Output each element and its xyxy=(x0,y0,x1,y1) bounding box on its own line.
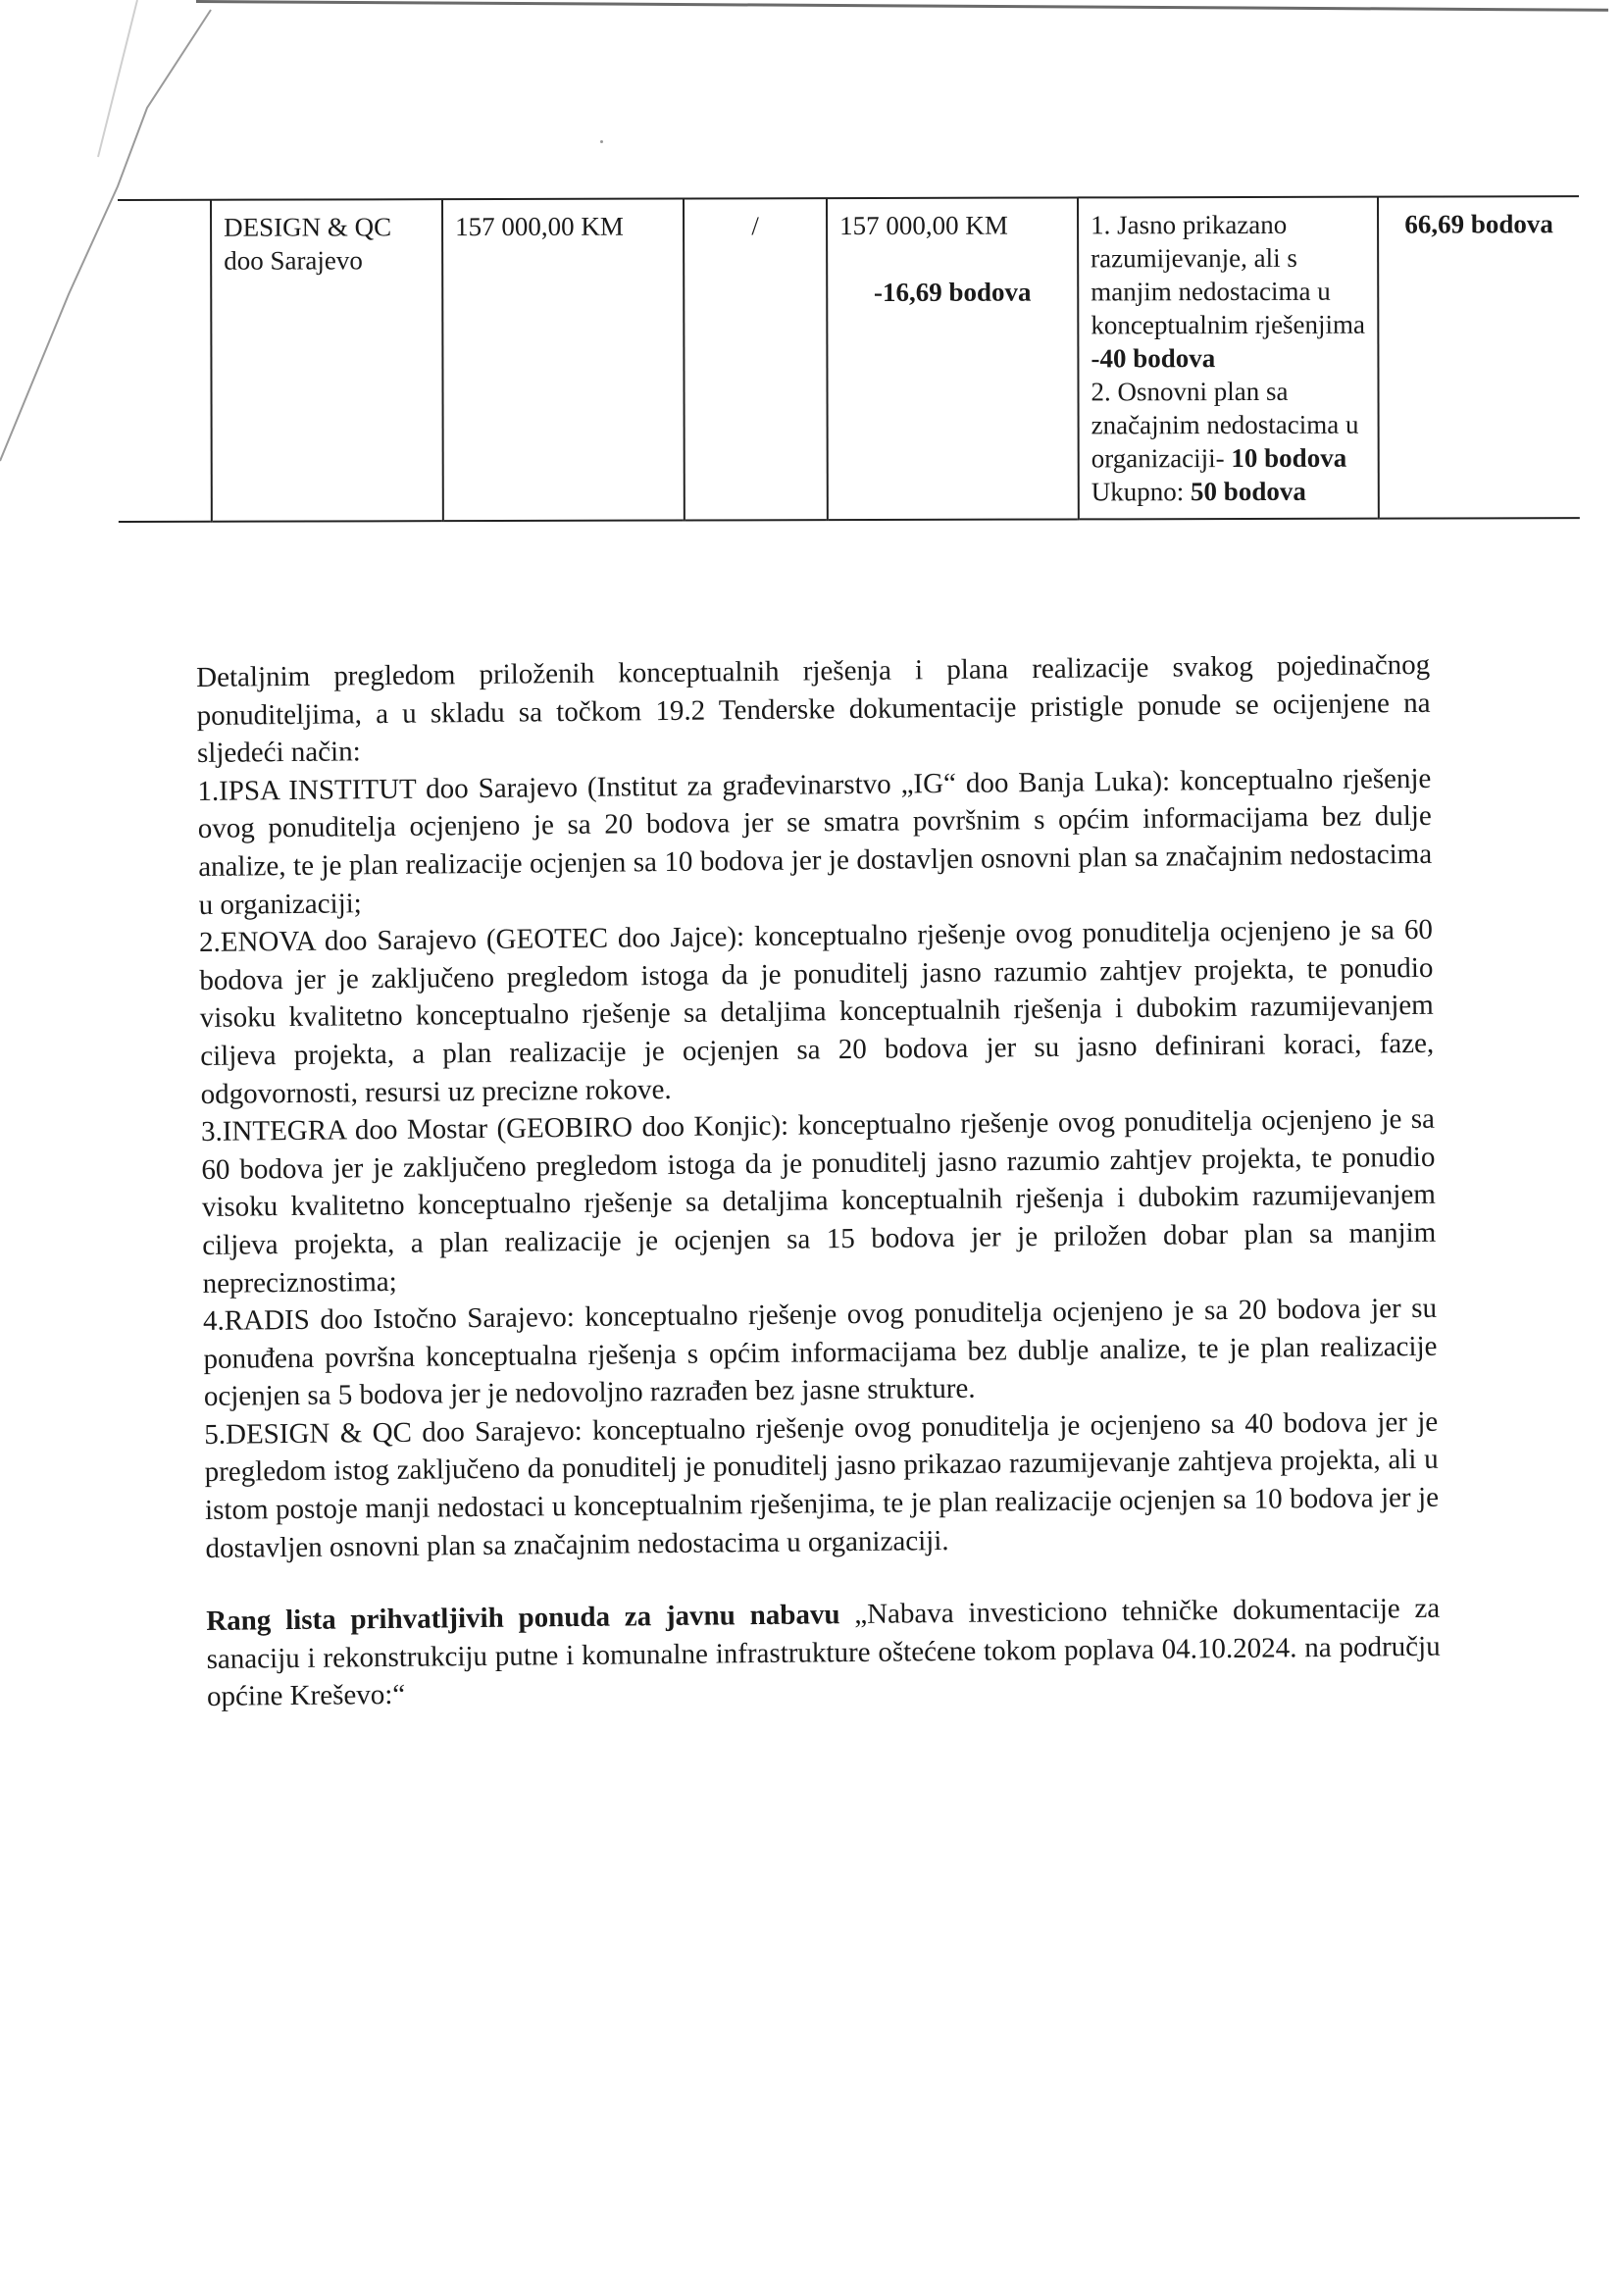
intro-paragraph: Detaljnim pregledom priloženih konceptualnih rješenja i plana realizacije svakog pojedinačnog ponuditeljima, a u skladu sa točkom 19.2 Tenderske dokumentacije pristigle ponude se ocijenjene na sljedeći način: xyxy=(196,648,1431,770)
scan-top-edge xyxy=(196,0,1608,25)
quality-total-label: Ukupno: xyxy=(1091,477,1185,507)
evaluation-item-5: 5.DESIGN & QC doo Sarajevo: konceptualno rješenje ovog ponuditelja je ocjenjeno sa 40 bodova jer je pregledom istog zaključeno da ponuditelj je ponuditelj jasno prikazao razumijevanje zahtjeva projekta, ali u istom postoje manji nedostaci u konceptualnim rješenjima, te je plan realizacije ocjenjen sa 10 bodova jer je dostavljen osnovni plan sa značajnim nedostacima u organizaciji. xyxy=(204,1405,1440,1564)
quality-item-2: 2. Osnovni plan sa značajnim nedostacima u organizaciji- xyxy=(1091,376,1359,474)
bid-price-cell xyxy=(442,198,685,521)
table-row xyxy=(118,196,1580,522)
table-edge-cell xyxy=(118,200,212,522)
total-price-cell xyxy=(827,197,1079,520)
rank-list-title: Rang lista prihvatljivih ponuda za javnu nabavu xyxy=(206,1599,840,1638)
evaluation-item-4: 4.RADIS doo Istočno Sarajevo: konceptualno rješenje ovog ponuditelja ocjenjeno je sa 20 bodova jer su ponuđena površna konceptualna rješenja s općim informacijama bez dublje analize, te je plan realizacije ocjenjen sa 5 bodova jer je nedovoljno razrađen bez jasne strukture. xyxy=(202,1292,1438,1413)
discount-cell xyxy=(684,198,828,520)
final-score-cell xyxy=(1378,196,1580,519)
discount-value: / xyxy=(751,211,759,241)
quality-item-1: 1. Jasno prikazano razumijevanje, ali s manjim nedostacima u konceptualnim rješenjima xyxy=(1091,209,1366,340)
bid-price: 157 000,00 KM xyxy=(455,211,624,242)
evaluation-item-2: 2.ENOVA doo Sarajevo (GEOTEC doo Jajce): konceptualno rješenje ovog ponuditelja ocjenjeno je sa 60 bodova jer je zaključeno pregledom istoga da je ponuditelj jasno razumio zahtjev projekta, te ponudio visoku kvalitetno konceptualno rješenje sa detaljima konceptualnih rješenja i dubokim razumijevanjem ciljeva projekta, a plan realizacije je ocjenjen sa 20 bodova jer su jasno definirani koraci, faze, odgovornosti, resursi uz precizne rokove. xyxy=(198,913,1435,1110)
quality-total-points: 50 bodova xyxy=(1190,476,1306,507)
quality-description-cell xyxy=(1078,197,1379,520)
final-score: 66,69 bodova xyxy=(1404,209,1553,239)
bidder-name-cell xyxy=(211,199,443,522)
quality-item-2-points: 10 bodova xyxy=(1231,442,1347,474)
total-price: 157 000,00 KM xyxy=(839,210,1008,241)
price-points: -16,69 bodova xyxy=(873,277,1032,307)
evaluation-item-1: 1.IPSA INSTITUT doo Sarajevo (Institut za građevinarstvo „IG“ doo Banja Luka): konceptualno rješenje ovog ponuditelja ocjenjeno je sa 20 bodova jer se smatra površnim s općim informacijama bez dulje analize, te je plan realizacije ocjenjen sa 10 bodova jer je dostavljen osnovni plan sa značajnim nedostacima u organizaciji; xyxy=(197,762,1433,921)
quality-item-1-points: -40 bodova xyxy=(1091,343,1216,374)
evaluation-item-3: 3.INTEGRA doo Mostar (GEOBIRO doo Konjic): konceptualno rješenje ovog ponuditelja ocjenjeno je sa 60 bodova jer je zaključeno pregledom istoga da je ponuditelj jasno razumio zahtjev projekta, te ponudio visoku kvalitetno konceptualno rješenje sa detaljima konceptualnih rješenja i dubokim razumijevanjem ciljeva projekta, a plan realizacije je ocjenjen sa 15 bodova jer je priložen dobar plan sa manjim nepreciznostima; xyxy=(200,1102,1437,1300)
bidder-name: DESIGN & QC doo Sarajevo xyxy=(224,212,392,276)
evaluation-table xyxy=(118,195,1580,523)
scan-speck xyxy=(600,140,603,143)
rank-list-heading xyxy=(206,1590,1441,1716)
rank-list-subject: „Nabava investiciono tehničke dokumentacije za sanaciju i rekonstrukciju putne i komunalne infrastrukture oštećene tokom poplava 04.10.2024. na području općine Kreševo:“ xyxy=(206,1593,1441,1713)
evaluation-text xyxy=(196,646,1441,1716)
